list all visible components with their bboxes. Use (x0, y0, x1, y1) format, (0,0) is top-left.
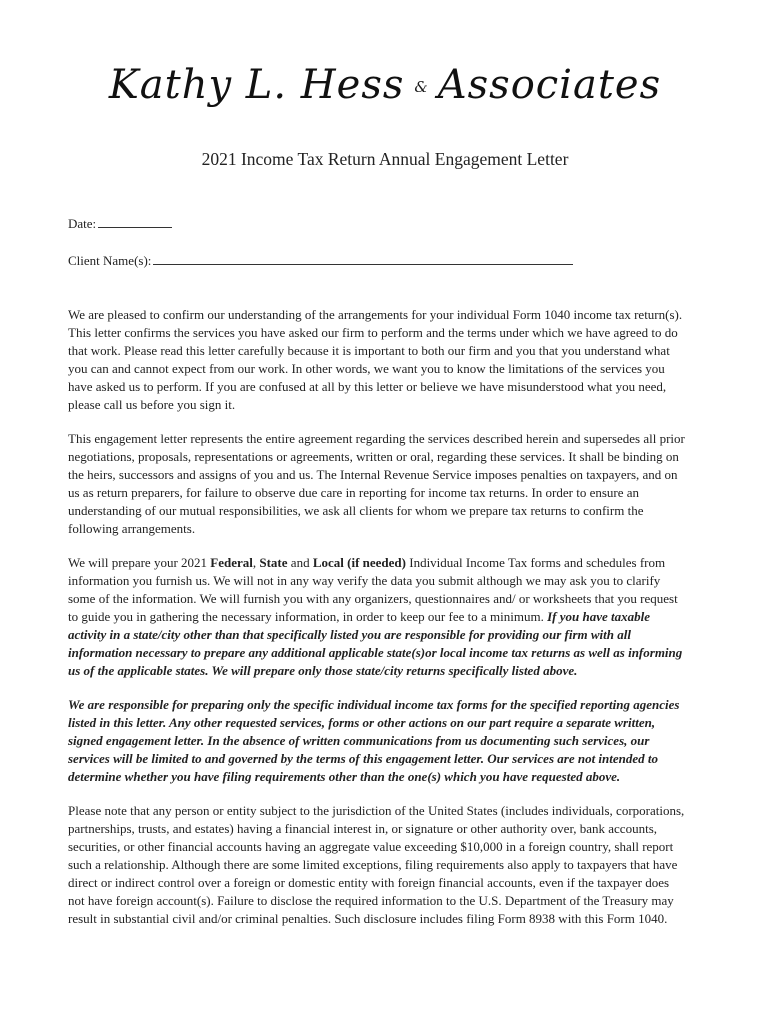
p3-state: State (259, 555, 288, 570)
logo-ampersand: & (414, 78, 428, 96)
logo-associates: Associates (437, 62, 662, 108)
p3-intro: We will prepare your 2021 (68, 555, 211, 570)
p3-and: and (287, 555, 313, 570)
document-title: 2021 Income Tax Return Annual Engagement Letter (201, 149, 569, 169)
date-field (68, 216, 172, 232)
paragraph-5: Please note that any person or entity subject to the jurisdiction of the United States (includes individuals, corporations, partnerships, trusts, and estates) having a financial interest in, or signature or other authority over, bank accounts, securities, or other financial accounts having an aggregate value exceeding $10,000 in a foreign country, shall report such a relationship. Although there are some limited exceptions, filing requirements also apply to taxpayers that have direct or indirect control over a foreign or domestic entity with foreign financial accounts, even if the taxpayer does not have foreign account(s). Failure to disclose the required information to the U.S. Department of the Treasury may result in substantial civil and/or criminal penalties. Such disclosure includes filing Form 8938 with this Form 1040. (68, 803, 685, 926)
firm-logo (0, 62, 770, 108)
date-blank-line (98, 226, 172, 228)
paragraph-3 (68, 554, 688, 680)
logo-firm-name: Kathy L. Hess (108, 62, 405, 108)
p3-body: Individual Income Tax forms and schedules from information you furnish us. We will not in any way verify the data you submit although we may ask you to clarify some of the information. We will furnish you with any organizers, questionnaires and/ or worksheets that you request to guide you in gathering the necessary information, in order to keep our fee to a minimum. (68, 555, 678, 624)
paragraph-2: This engagement letter represents the entire agreement regarding the services described herein and supersedes all prior negotiations, proposals, representations or agreements, written or oral, regarding these services. It shall be binding on the heirs, successors and assigns of you and us. The Internal Revenue Service imposes penalties on taxpayers, and on us as return preparers, for failure to observe due care in reporting for income tax returns. In order to ensure an understanding of our mutual responsibilities, we ask all clients for whom we prepare tax returns to confirm the following arrangements. (68, 431, 685, 536)
client-name-field (68, 253, 573, 269)
p3-local: Local (if needed) (312, 555, 406, 570)
client-name-blank-line (153, 263, 573, 265)
client-name-label: Client Name(s): (68, 253, 152, 268)
letter-body (68, 306, 688, 928)
paragraph-1: We are pleased to confirm our understanding of the arrangements for your individual Form 1040 income tax return(s). This letter confirms the services you have asked our firm to perform and the terms under which we have agreed to do that work. Please read this letter carefully because it is important to both our firm and you that you understand what you can and cannot expect from our work. In other words, we want you to know the limitations of the services you have asked us to perform. If you are confused at all by this letter or believe we have misunderstood what you need, please call us before you sign it. (68, 307, 683, 412)
p3-federal: Federal (210, 555, 253, 570)
date-label: Date: (68, 216, 97, 231)
p3-emphasis: If you have taxable activity in a state/city other than that specifically listed you are responsible for providing our firm with all information necessary to prepare any additional applicable state(s)or local income tax returns as well as informing us of the applicable states. We will prepare only those state/city returns specifically listed above. (68, 609, 683, 678)
p3-comma: , (252, 555, 260, 570)
paragraph-4: We are responsible for preparing only the specific individual income tax forms for the specified reporting agencies listed in this letter. Any other requested services, forms or other actions on our part require a separate written, signed engagement letter. In the absence of written communications from us documenting such services, our services will be limited to and governed by the terms of this engagement letter. Our services are not intended to determine whether you have filing requirements other than the one(s) which you have requested above. (68, 697, 680, 784)
